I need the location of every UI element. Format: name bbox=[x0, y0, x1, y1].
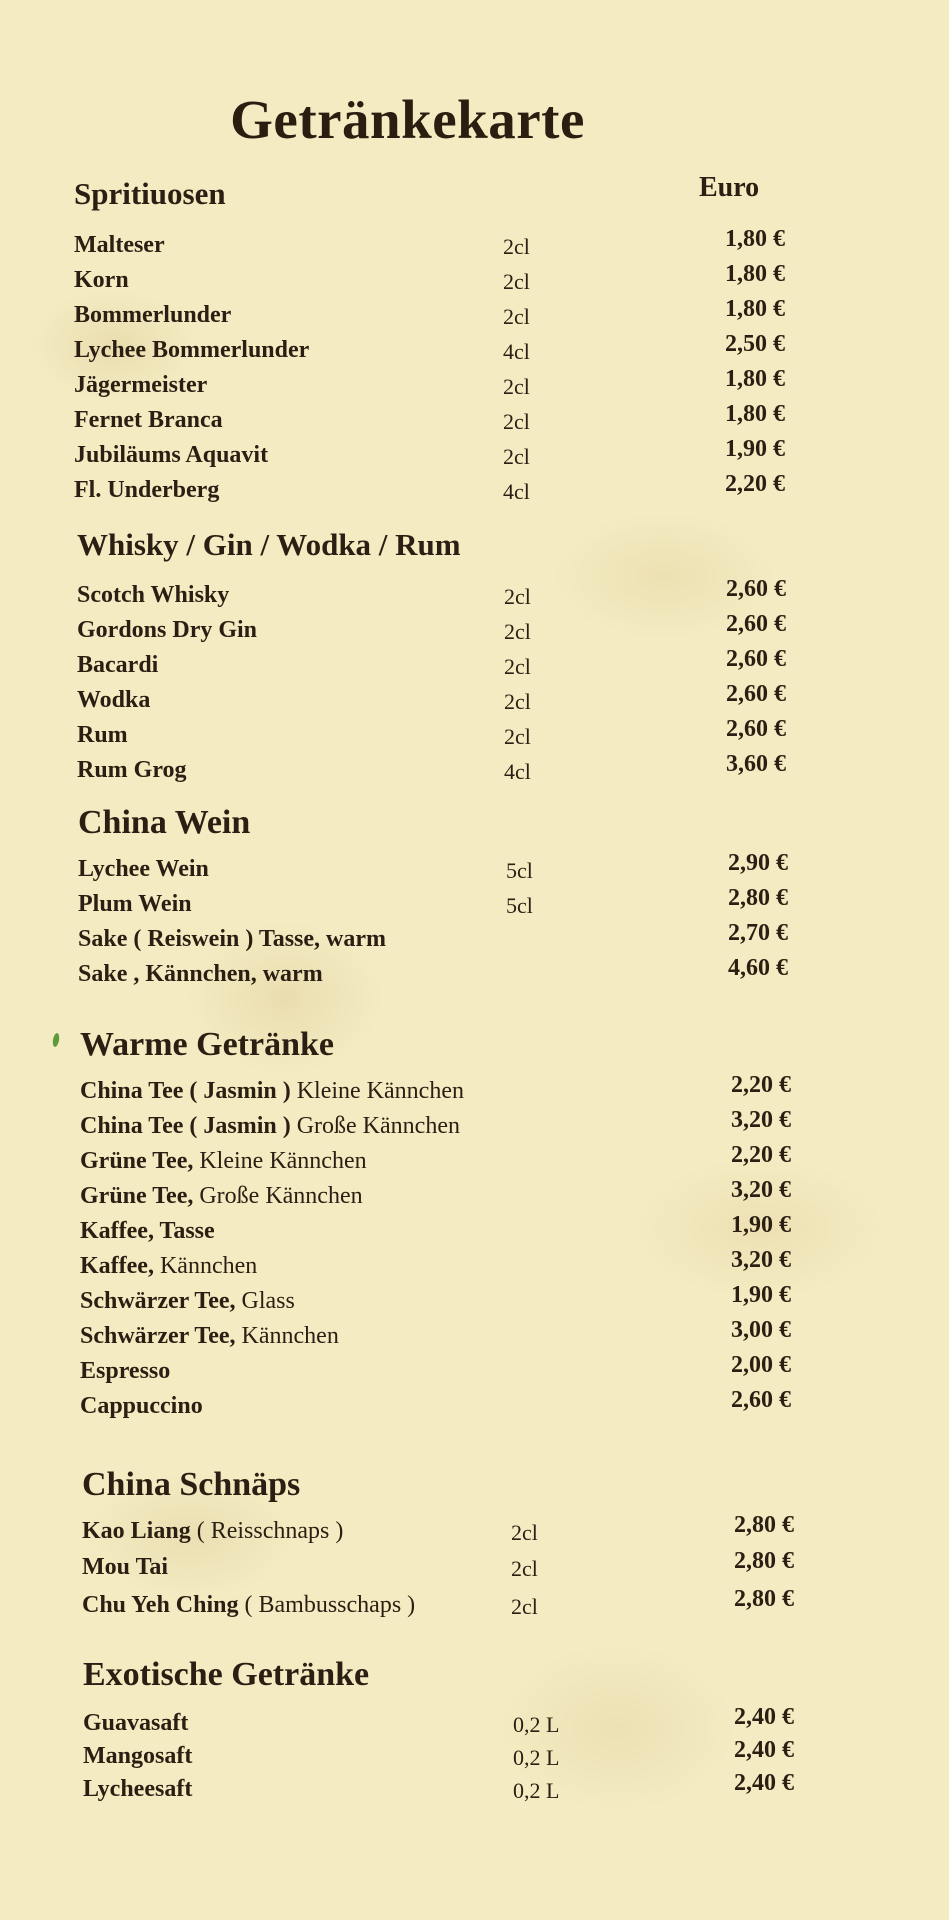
section-title: Warme Getränke bbox=[80, 1026, 334, 1063]
item-name-main: Chu Yeh Ching bbox=[82, 1592, 239, 1618]
item-size: 2cl bbox=[503, 374, 530, 399]
item-size: 2cl bbox=[503, 444, 530, 469]
menu-item-row bbox=[0, 1548, 949, 1588]
item-name-main: Bommerlunder bbox=[74, 302, 232, 328]
section-title: Whisky / Gin / Wodka / Rum bbox=[77, 527, 461, 562]
item-price: 2,40 € bbox=[734, 1737, 794, 1763]
item-name-main: Fernet Branca bbox=[74, 407, 223, 433]
item-price: 1,80 € bbox=[725, 401, 785, 427]
menu-item-row bbox=[0, 885, 949, 925]
item-price: 2,80 € bbox=[734, 1548, 794, 1574]
item-size: 2cl bbox=[504, 689, 531, 714]
item-name-main: Bacardi bbox=[77, 652, 159, 678]
item-name-main: Jägermeister bbox=[74, 372, 208, 398]
item-name-detail: Große Kännchen bbox=[290, 1113, 460, 1139]
item-name-main: Mou Tai bbox=[82, 1554, 169, 1580]
item-size: 0,2 L bbox=[513, 1778, 560, 1803]
item-name bbox=[78, 891, 192, 918]
item-name bbox=[77, 687, 150, 714]
item-price: 1,90 € bbox=[731, 1212, 791, 1238]
item-name-main: Schwärzer Tee, bbox=[80, 1323, 236, 1349]
item-name-main: Kao Liang bbox=[82, 1518, 191, 1544]
item-name bbox=[74, 337, 309, 364]
menu-item-row bbox=[0, 296, 949, 336]
item-price: 1,80 € bbox=[725, 226, 785, 252]
menu-item-row bbox=[0, 1770, 949, 1810]
item-name-main: Gordons Dry Gin bbox=[77, 617, 258, 643]
item-name bbox=[82, 1592, 415, 1619]
item-name bbox=[78, 926, 386, 953]
menu-item-row bbox=[0, 1352, 949, 1392]
item-name-detail: Glass bbox=[235, 1288, 295, 1314]
menu-item-row bbox=[0, 401, 949, 441]
item-price: 2,80 € bbox=[734, 1512, 794, 1538]
item-name bbox=[83, 1776, 192, 1803]
item-price: 1,80 € bbox=[725, 366, 785, 392]
section-title: China Schnäps bbox=[82, 1466, 301, 1503]
item-size: 2cl bbox=[503, 269, 530, 294]
item-price: 2,60 € bbox=[731, 1387, 791, 1413]
item-price: 2,60 € bbox=[726, 646, 786, 672]
item-price: 2,60 € bbox=[726, 576, 786, 602]
item-size: 4cl bbox=[504, 759, 531, 784]
item-name-main: Cappuccino bbox=[80, 1393, 203, 1419]
item-name-main: Rum Grog bbox=[77, 757, 187, 783]
item-name-main: Wodka bbox=[77, 687, 151, 713]
item-name bbox=[77, 722, 128, 749]
item-name-detail: Kleine Kännchen bbox=[193, 1148, 367, 1174]
menu-item-row bbox=[0, 576, 949, 616]
item-name-main: China Tee ( Jasmin ) bbox=[80, 1078, 291, 1104]
item-price: 2,20 € bbox=[725, 471, 785, 497]
currency-header: Euro bbox=[699, 172, 760, 203]
item-name bbox=[74, 407, 223, 434]
item-size: 2cl bbox=[511, 1556, 538, 1581]
item-name bbox=[80, 1113, 460, 1140]
section-title: China Wein bbox=[78, 804, 251, 841]
menu-item-row bbox=[0, 1387, 949, 1427]
item-name-main: Espresso bbox=[80, 1358, 171, 1384]
item-name-main: Sake ( Reiswein ) Tasse, warm bbox=[78, 926, 387, 952]
item-price: 1,80 € bbox=[725, 296, 785, 322]
menu-item-row bbox=[0, 955, 949, 995]
item-name-detail: ( Bambusschaps ) bbox=[238, 1592, 416, 1618]
menu-item-row bbox=[0, 1704, 949, 1744]
item-price: 2,90 € bbox=[728, 850, 788, 876]
menu-item-row bbox=[0, 716, 949, 756]
item-price: 2,70 € bbox=[728, 920, 788, 946]
item-name-main: Lycheesaft bbox=[83, 1776, 193, 1802]
item-name-detail: ( Reisschnaps ) bbox=[190, 1518, 344, 1544]
item-name-main: Sake , Kännchen, warm bbox=[78, 961, 323, 987]
item-price: 2,20 € bbox=[731, 1142, 791, 1168]
item-name bbox=[78, 856, 209, 883]
menu-item-row bbox=[0, 1247, 949, 1287]
item-price: 2,60 € bbox=[726, 681, 786, 707]
menu-item-row bbox=[0, 611, 949, 651]
item-name bbox=[78, 961, 323, 988]
section-title: Exotische Getränke bbox=[83, 1656, 370, 1693]
item-size: 2cl bbox=[504, 654, 531, 679]
item-price: 3,20 € bbox=[731, 1247, 791, 1273]
menu-item-row bbox=[0, 1282, 949, 1322]
item-name-main: Schwärzer Tee, bbox=[80, 1288, 236, 1314]
item-price: 2,60 € bbox=[726, 611, 786, 637]
item-price: 3,20 € bbox=[731, 1177, 791, 1203]
item-name-main: China Tee ( Jasmin ) bbox=[80, 1113, 291, 1139]
menu-item-row bbox=[0, 1177, 949, 1217]
item-name bbox=[80, 1218, 215, 1245]
page-title: Getränkekarte bbox=[230, 89, 585, 150]
menu-item-row bbox=[0, 1212, 949, 1252]
item-name bbox=[74, 267, 129, 294]
menu-item-row bbox=[0, 436, 949, 476]
menu-item-row bbox=[0, 226, 949, 266]
item-name bbox=[80, 1288, 295, 1315]
item-size: 2cl bbox=[504, 584, 531, 609]
menu-item-row bbox=[0, 1317, 949, 1357]
item-name bbox=[80, 1148, 367, 1175]
menu-item-row bbox=[0, 331, 949, 371]
item-size: 2cl bbox=[503, 234, 530, 259]
item-name-main: Grüne Tee, bbox=[80, 1148, 194, 1174]
item-price: 3,00 € bbox=[731, 1317, 791, 1343]
item-name-main: Scotch Whisky bbox=[77, 582, 230, 608]
item-size: 2cl bbox=[503, 409, 530, 434]
item-price: 4,60 € bbox=[728, 955, 788, 981]
item-price: 2,60 € bbox=[726, 716, 786, 742]
item-name bbox=[80, 1078, 464, 1105]
item-size: 2cl bbox=[504, 724, 531, 749]
item-name bbox=[77, 582, 229, 609]
menu-item-row bbox=[0, 751, 949, 791]
item-price: 2,80 € bbox=[734, 1586, 794, 1612]
item-name-main: Malteser bbox=[74, 232, 165, 258]
item-name bbox=[80, 1323, 339, 1350]
item-name-detail: Kännchen bbox=[235, 1323, 339, 1349]
item-name bbox=[83, 1710, 188, 1737]
menu-item-row bbox=[0, 646, 949, 686]
menu-item-row bbox=[0, 1072, 949, 1112]
item-price: 2,20 € bbox=[731, 1072, 791, 1098]
item-name-main: Guavasaft bbox=[83, 1710, 189, 1736]
item-size: 4cl bbox=[503, 479, 530, 504]
item-price: 2,50 € bbox=[725, 331, 785, 357]
item-name bbox=[80, 1393, 203, 1420]
item-name-main: Fl. Underberg bbox=[74, 477, 220, 503]
item-price: 3,20 € bbox=[731, 1107, 791, 1133]
item-size: 2cl bbox=[511, 1520, 538, 1545]
item-name bbox=[83, 1743, 192, 1770]
item-name-main: Jubiläums Aquavit bbox=[74, 442, 269, 468]
item-name-detail: Kännchen bbox=[153, 1253, 258, 1279]
item-name bbox=[74, 477, 219, 504]
menu-item-row bbox=[0, 681, 949, 721]
menu-item-row bbox=[0, 1107, 949, 1147]
item-name-main: Plum Wein bbox=[78, 891, 192, 917]
item-size: 5cl bbox=[506, 893, 533, 918]
item-name-main: Kaffee, Tasse bbox=[80, 1218, 215, 1244]
item-name-main: Rum bbox=[77, 722, 128, 748]
item-price: 1,80 € bbox=[725, 261, 785, 287]
item-name bbox=[80, 1358, 170, 1385]
item-price: 2,00 € bbox=[731, 1352, 791, 1378]
item-name-detail: Große Kännchen bbox=[193, 1183, 363, 1209]
menu-item-row bbox=[0, 1512, 949, 1552]
item-name bbox=[74, 232, 165, 259]
item-price: 3,60 € bbox=[726, 751, 786, 777]
item-name bbox=[82, 1554, 168, 1581]
item-name-main: Kaffee, bbox=[80, 1253, 154, 1279]
item-price: 1,90 € bbox=[725, 436, 785, 462]
item-price: 2,40 € bbox=[734, 1704, 794, 1730]
item-name-main: Korn bbox=[74, 267, 129, 293]
menu-item-row bbox=[0, 366, 949, 406]
menu-item-row bbox=[0, 920, 949, 960]
item-size: 2cl bbox=[511, 1594, 538, 1619]
menu-item-row bbox=[0, 1586, 949, 1626]
item-name bbox=[74, 442, 268, 469]
section-title: Spritiuosen bbox=[74, 176, 226, 211]
menu-item-row bbox=[0, 1142, 949, 1182]
item-price: 2,80 € bbox=[728, 885, 788, 911]
item-size: 0,2 L bbox=[513, 1745, 560, 1770]
item-name bbox=[77, 652, 158, 679]
item-name bbox=[74, 372, 207, 399]
item-name-main: Mangosaft bbox=[83, 1743, 193, 1769]
item-name bbox=[77, 617, 257, 644]
menu-item-row bbox=[0, 850, 949, 890]
item-size: 4cl bbox=[503, 339, 530, 364]
item-name bbox=[77, 757, 187, 784]
menu-item-row bbox=[0, 261, 949, 301]
item-size: 2cl bbox=[504, 619, 531, 644]
item-name bbox=[80, 1253, 257, 1280]
item-name-detail: Kleine Kännchen bbox=[290, 1078, 464, 1104]
item-price: 1,90 € bbox=[731, 1282, 791, 1308]
menu-item-row bbox=[0, 471, 949, 511]
item-name bbox=[80, 1183, 363, 1210]
item-name-main: Lychee Wein bbox=[78, 856, 209, 882]
item-size: 0,2 L bbox=[513, 1712, 560, 1737]
menu-item-row bbox=[0, 1737, 949, 1777]
item-size: 2cl bbox=[503, 304, 530, 329]
item-name bbox=[74, 302, 231, 329]
item-name-main: Grüne Tee, bbox=[80, 1183, 194, 1209]
item-name bbox=[82, 1518, 343, 1545]
item-name-main: Lychee Bommerlunder bbox=[74, 337, 310, 363]
item-size: 5cl bbox=[506, 858, 533, 883]
item-price: 2,40 € bbox=[734, 1770, 794, 1796]
